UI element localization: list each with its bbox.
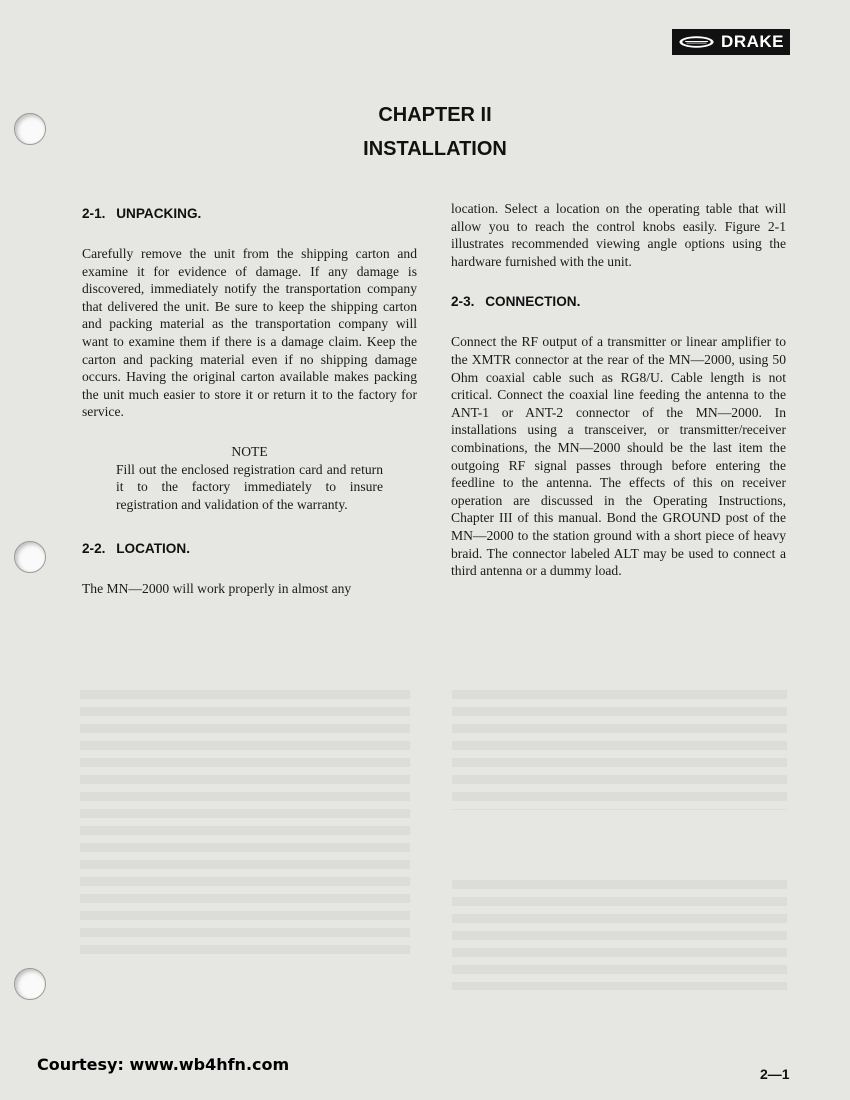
- bleed-through-texture: [80, 690, 410, 960]
- connection-paragraph: Connect the RF output of a transmitter or linear amplifier to the XMTR connector at the rear of the MN—2000, using 50 Ohm coaxial cable such as RG8/U. Cable length is not critical. Connect the coaxial line feeding the antenna to the ANT-1 or ANT-2 connector of the MN—2000. In installations using a transceiver, or transmitter/receiver combinations, the MN—2000 should be the last item the outgoing RF signal passes through before entering the feedline to the antenna. The effects of this on receiver operation are discussed in the Operating Instructions, Chapter III of this manual. Bond the GROUND post of the MN—2000 to the station ground with a short piece of heavy braid. The connector labeled ALT may be used to connect a third antenna or a dummy load.: [451, 334, 786, 579]
- binder-hole: [14, 541, 46, 573]
- drake-logo: [672, 29, 790, 55]
- unpacking-paragraph: Carefully remove the unit from the shipping carton and examine it for evidence of damage. If any damage is discovered, immediately notify the transportation company that delivered the unit. Be sure to keep the shipping carton and packing material as the transportation company will want to examine them if there is a damage claim. Keep the carton and packing material even if no shipping damage occurs. Having the original carton available makes packing the unit much easier to store it or return it to the factory for service.: [82, 246, 417, 420]
- section-number: 2-1.: [82, 206, 106, 221]
- page-number: 2—1: [760, 1066, 790, 1082]
- section-title: LOCATION.: [116, 541, 190, 557]
- chapter-number: CHAPTER II: [378, 104, 492, 126]
- right-column: [451, 200, 786, 580]
- chapter-heading: [0, 100, 850, 164]
- courtesy-watermark: Courtesy: www.wb4hfn.com: [37, 1055, 290, 1074]
- section-title: CONNECTION.: [485, 294, 581, 310]
- section-heading-location: [82, 541, 417, 557]
- section-heading-connection: [451, 294, 786, 310]
- left-column: [82, 200, 417, 598]
- bleed-through-texture: [452, 880, 787, 990]
- section-title: UNPACKING.: [116, 206, 202, 221]
- logo-text: DRAKE: [721, 32, 784, 51]
- location-paragraph-start: The MN—2000 will work properly in almost any: [82, 581, 352, 597]
- note-body: Fill out the enclosed registration card and return it to the factory immediately to insure registration and validation of the warranty.: [116, 461, 383, 512]
- drake-emblem-icon: [678, 33, 715, 51]
- chapter-title: INSTALLATION: [363, 138, 507, 160]
- note-title: NOTE: [231, 443, 268, 459]
- binder-hole: [14, 968, 46, 1000]
- location-paragraph-continued: location. Select a location on the operating table that will allow you to reach the control knobs easily. Figure 2-1 illustrates recommended viewing angle options using the hardware furnished with the unit.: [451, 201, 786, 269]
- bleed-through-texture: [452, 690, 787, 810]
- section-heading-unpacking: [82, 206, 417, 222]
- section-number: 2-2.: [82, 541, 106, 557]
- section-number: 2-3.: [451, 294, 475, 310]
